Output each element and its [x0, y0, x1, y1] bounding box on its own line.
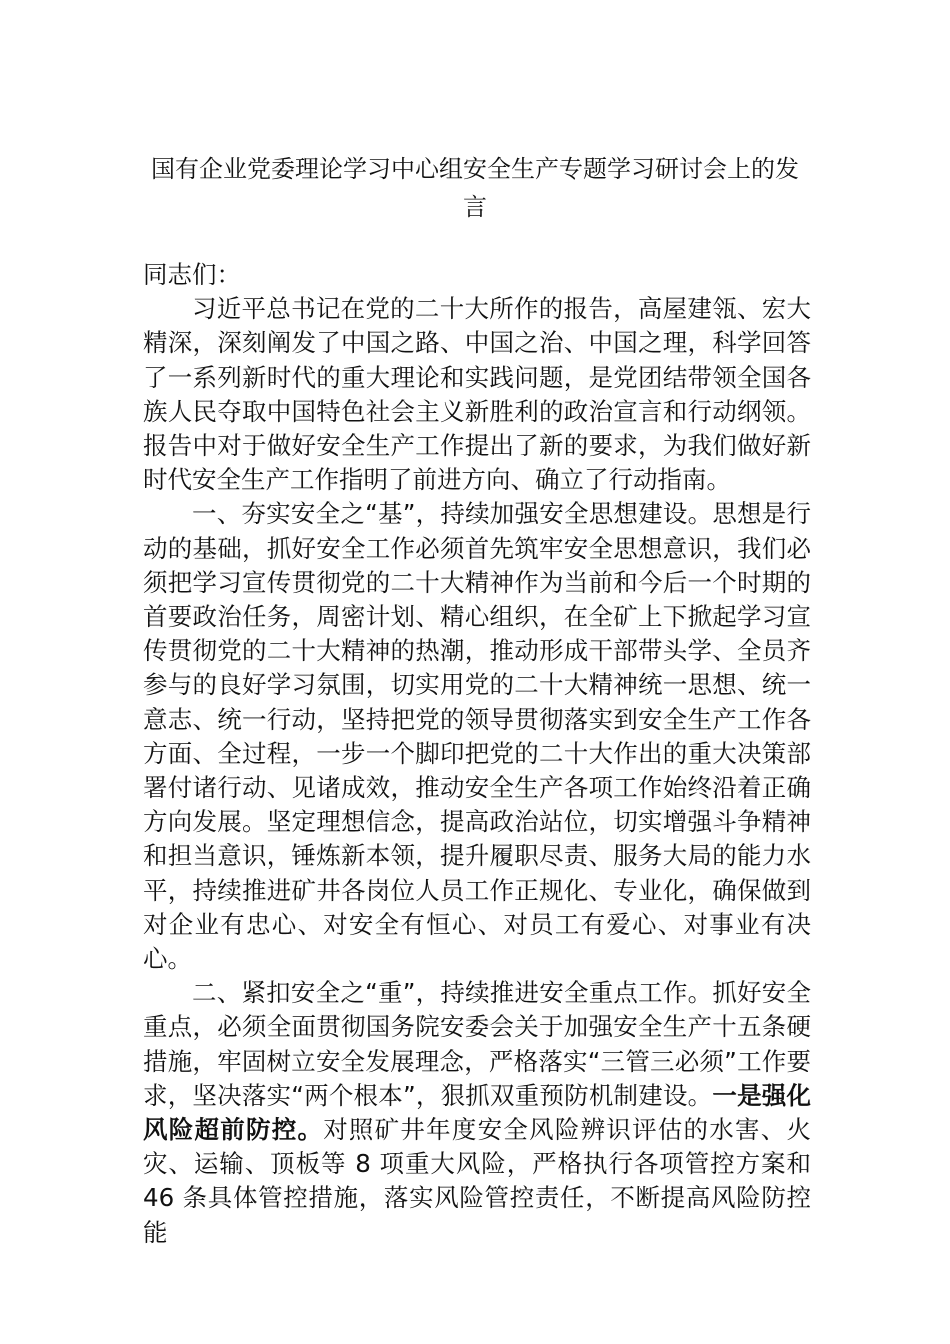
document-body [143, 258, 811, 1250]
paragraph-intro: 习近平总书记在党的二十大所作的报告，高屋建瓴、宏大精深，深刻阐发了中国之路、中国之治、中国之理，科学回答了一系列新时代的重大理论和实践问题，是党团结带领全国各族人民夺取中国特色社会主义新胜利的政治宣言和行动纲领。报告中对于做好安全生产工作提出了新的要求，为我们做好新时代安全生产工作指明了前进方向、确立了行动指南。 [143, 294, 811, 495]
paragraph-section-two-lead: 二、紧扣安全之“重”，持续推进安全重点工作。抓好安全重点，必须全面贯彻国务院安委会关于加强安全生产十五条硬措施，牢固树立安全发展理念，严格落实“三管三必须”工作要求，坚决落实“两个根本”，狠抓双重预防机制建设。 [143, 978, 811, 1110]
paragraph-section-two-bold: 一是强化风险超前防控。 [143, 1080, 811, 1145]
document-title: 国有企业党委理论学习中心组安全生产专题学习研讨会上的发言 [151, 155, 799, 221]
paragraph-section-one: 一、夯实安全之“基”，持续加强安全思想建设。思想是行动的基础，抓好安全工作必须首先筑牢安全思想意识，我们必须把学习宣传贯彻党的二十大精神作为当前和今后一个时期的首要政治任务，周密计划、精心组织，在全矿上下掀起学习宣传贯彻党的二十大精神的热潮，推动形成干部带头学、全员齐参与的良好学习氛围，切实用党的二十大精神统一思想、统一意志、统一行动，坚持把党的领导贯彻落实到安全生产工作各方面、全过程，一步一个脚印把党的二十大作出的重大决策部署付诸行动、见诸成效，推动安全生产各项工作始终沿着正确方向发展。坚定理想信念，提高政治站位，切实增强斗争精神和担当意识，锤炼新本领，提升履职尽责、服务大局的能力水平，持续推进矿井各岗位人员工作正规化、专业化，确保做到对企业有忠心、对安全有恒心、对员工有爱心、对事业有决心。 [143, 499, 811, 974]
paragraph-section-two-rest: 对照矿井年度安全风险辨识评估的水害、火灾、运输、顶板等 8 项重大风险，严格执行各项管控方案和 46 条具体管控措施，落实风险管控责任，不断提高风险防控能 [143, 1115, 812, 1247]
salutation: 同志们： [143, 260, 241, 289]
paragraph-section-two [143, 976, 811, 1250]
